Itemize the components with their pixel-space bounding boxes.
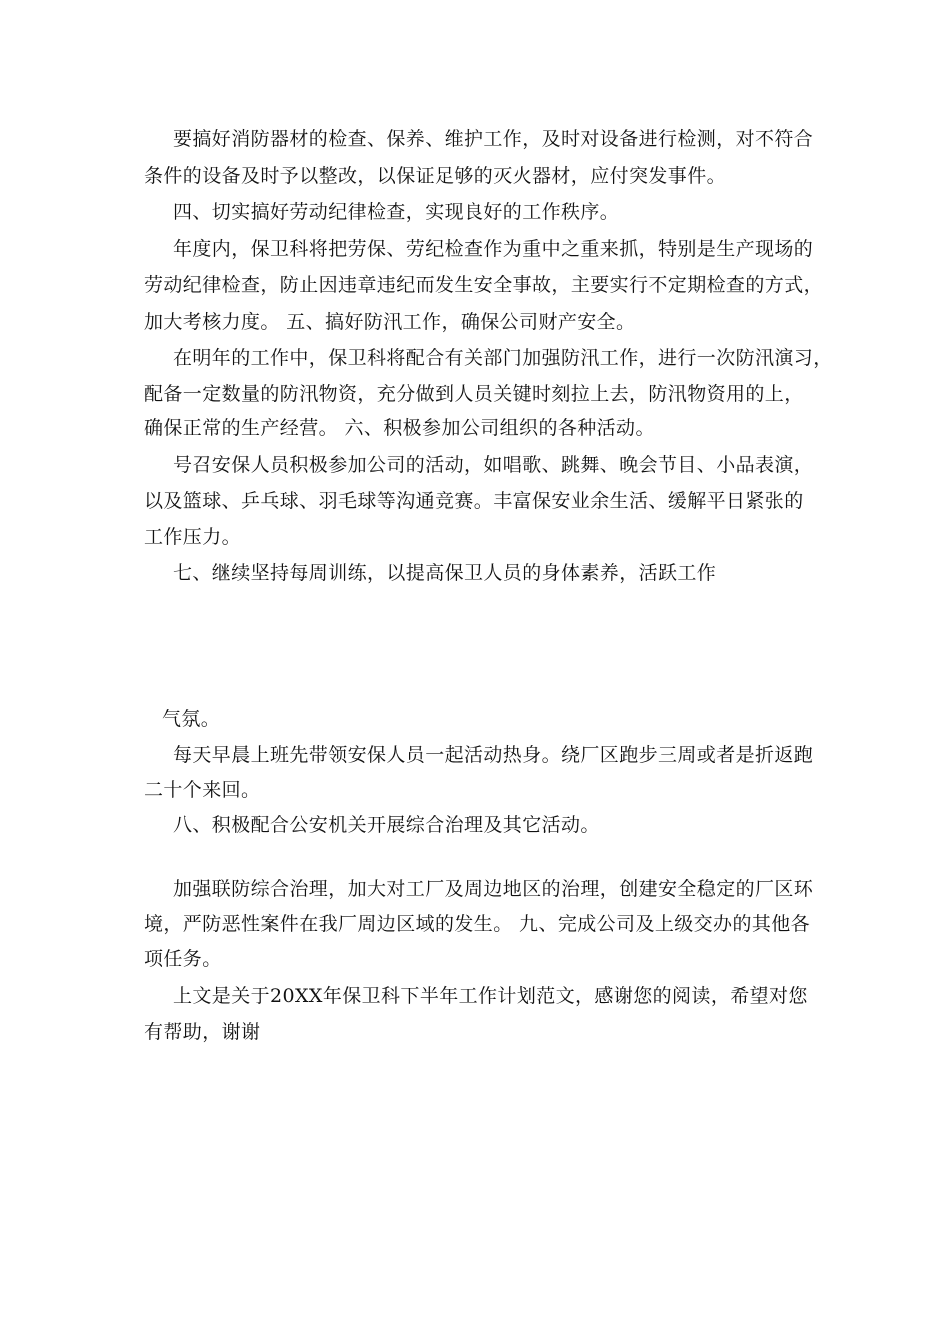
- text-line: 二十个来回。: [144, 779, 261, 801]
- text-line: 确保正常的生产经营。 六、积极参加公司组织的各种活动。: [144, 417, 655, 439]
- text-line: 加强联防综合治理，加大对工厂及周边地区的治理，创建安全稳定的厂区环: [173, 878, 814, 900]
- text-line: 七、继续坚持每周训练，以提高保卫人员的身体素养，活跃工作: [173, 562, 717, 584]
- text-line: 八、积极配合公安机关开展综合治理及其它活动。: [173, 814, 600, 836]
- text-line: 气氛。: [162, 708, 221, 730]
- text-line: 年度内，保卫科将把劳保、劳纪检查作为重中之重来抓，特别是生产现场的: [173, 238, 814, 260]
- text-line: 号召安保人员积极参加公司的活动，如唱歌、跳舞、晚会节目、小品表演，: [173, 454, 814, 476]
- text-line: 每天早晨上班先带领安保人员一起活动热身。绕厂区跑步三周或者是折返跑: [173, 744, 814, 766]
- text-line: 四、切实搞好劳动纪律检查，实现良好的工作秩序。: [173, 201, 620, 223]
- text-line: 项任务。: [144, 948, 222, 970]
- text-line: 上文是关于20XX年保卫科下半年工作计划范文，感谢您的阅读，希望对您: [173, 985, 808, 1007]
- text-line: 以及篮球、乒乓球、羽毛球等沟通竞赛。丰富保安业余生活、缓解平日紧张的: [144, 490, 804, 512]
- text-line: 条件的设备及时予以整改，以保证足够的灭火器材，应付突发事件。: [144, 165, 727, 187]
- text-line: 境，严防恶性案件在我厂周边区域的发生。 九、完成公司及上级交办的其他各: [144, 913, 811, 935]
- text-line: 工作压力。: [144, 526, 242, 548]
- text-line: 有帮助，谢谢: [144, 1021, 261, 1043]
- text-line: 要搞好消防器材的检查、保养、维护工作，及时对设备进行检测，对不符合: [173, 128, 814, 150]
- text-line: 加大考核力度。 五、搞好防汛工作，确保公司财产安全。: [144, 311, 636, 333]
- text-line: 在明年的工作中，保卫科将配合有关部门加强防汛工作，进行一次防汛演习，: [173, 347, 833, 369]
- text-line: 配备一定数量的防汛物资，充分做到人员关键时刻拉上去，防汛物资用的上，: [144, 383, 804, 405]
- text-line: 劳动纪律检查，防止因违章违纪而发生安全事故，主要实行不定期检查的方式，: [144, 274, 824, 296]
